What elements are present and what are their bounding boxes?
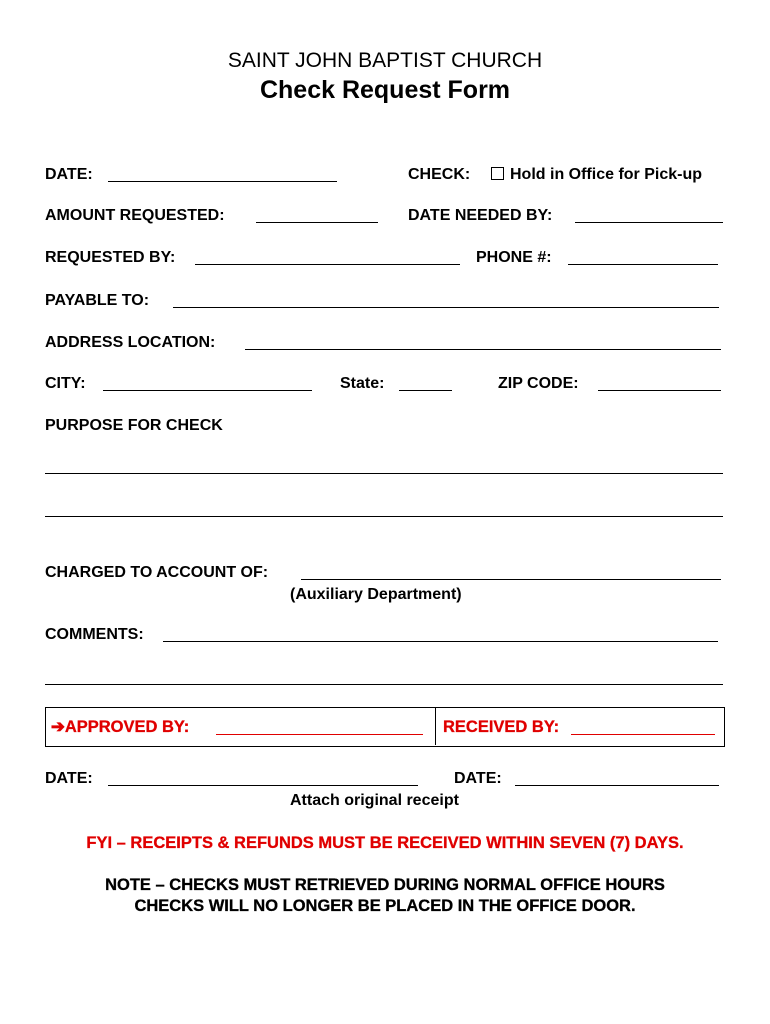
- received-date-field[interactable]: [515, 785, 719, 786]
- address-location-label: ADDRESS LOCATION:: [45, 334, 216, 351]
- received-date-label: DATE:: [454, 770, 502, 787]
- city-label: CITY:: [45, 375, 86, 392]
- amount-requested-label: AMOUNT REQUESTED:: [45, 207, 225, 224]
- address-location-field[interactable]: [245, 349, 721, 350]
- received-by-field[interactable]: [571, 734, 715, 735]
- date-needed-field[interactable]: [575, 222, 723, 223]
- check-label: CHECK:: [408, 166, 471, 183]
- received-by-label: RECEIVED BY:: [443, 718, 560, 736]
- note-line-2: CHECKS WILL NO LONGER BE PLACED IN THE OFFICE DOOR.: [134, 897, 636, 915]
- note-line-1: NOTE – CHECKS MUST RETRIEVED DURING NORMAL OFFICE HOURS: [105, 876, 665, 894]
- payable-to-label: PAYABLE TO:: [45, 292, 150, 309]
- approved-by-label: APPROVED BY:: [64, 718, 190, 736]
- comments-line-2[interactable]: [45, 684, 723, 685]
- approval-date-label: DATE:: [45, 770, 93, 787]
- attach-receipt-note: Attach original receipt: [290, 792, 459, 809]
- date-needed-label: DATE NEEDED BY:: [408, 207, 553, 224]
- amount-requested-field[interactable]: [256, 222, 378, 223]
- fyi-notice: FYI – RECEIPTS & REFUNDS MUST BE RECEIVED WITHIN SEVEN (7) DAYS.: [86, 834, 684, 852]
- city-field[interactable]: [103, 390, 312, 391]
- date-field[interactable]: [108, 181, 337, 182]
- auxiliary-department-note: (Auxiliary Department): [290, 586, 462, 603]
- approval-divider: [435, 708, 436, 745]
- requested-by-label: REQUESTED BY:: [45, 249, 176, 266]
- phone-label: PHONE #:: [476, 249, 552, 266]
- state-label: State:: [340, 375, 385, 392]
- organization-name: SAINT JOHN BAPTIST CHURCH: [227, 49, 543, 72]
- date-label: DATE:: [45, 166, 93, 183]
- purpose-line-2[interactable]: [45, 516, 723, 517]
- arrow-icon: ➔: [51, 718, 65, 736]
- approval-box: [45, 707, 725, 747]
- form-title: Check Request Form: [259, 76, 511, 104]
- state-field[interactable]: [399, 390, 452, 391]
- hold-in-office-checkbox[interactable]: [491, 167, 504, 180]
- purpose-line-1[interactable]: [45, 473, 723, 474]
- charged-to-field[interactable]: [301, 579, 721, 580]
- payable-to-field[interactable]: [173, 307, 719, 308]
- comments-field[interactable]: [163, 641, 718, 642]
- charged-to-label: CHARGED TO ACCOUNT OF:: [45, 564, 269, 581]
- phone-field[interactable]: [568, 264, 718, 265]
- hold-in-office-label: Hold in Office for Pick-up: [510, 166, 703, 183]
- comments-label: COMMENTS:: [45, 626, 144, 643]
- approved-by-row: [51, 718, 189, 736]
- zip-code-label: ZIP CODE:: [498, 375, 579, 392]
- approved-by-field[interactable]: [216, 734, 423, 735]
- approval-date-field[interactable]: [108, 785, 418, 786]
- purpose-label: PURPOSE FOR CHECK: [45, 417, 223, 434]
- requested-by-field[interactable]: [195, 264, 460, 265]
- zip-code-field[interactable]: [598, 390, 721, 391]
